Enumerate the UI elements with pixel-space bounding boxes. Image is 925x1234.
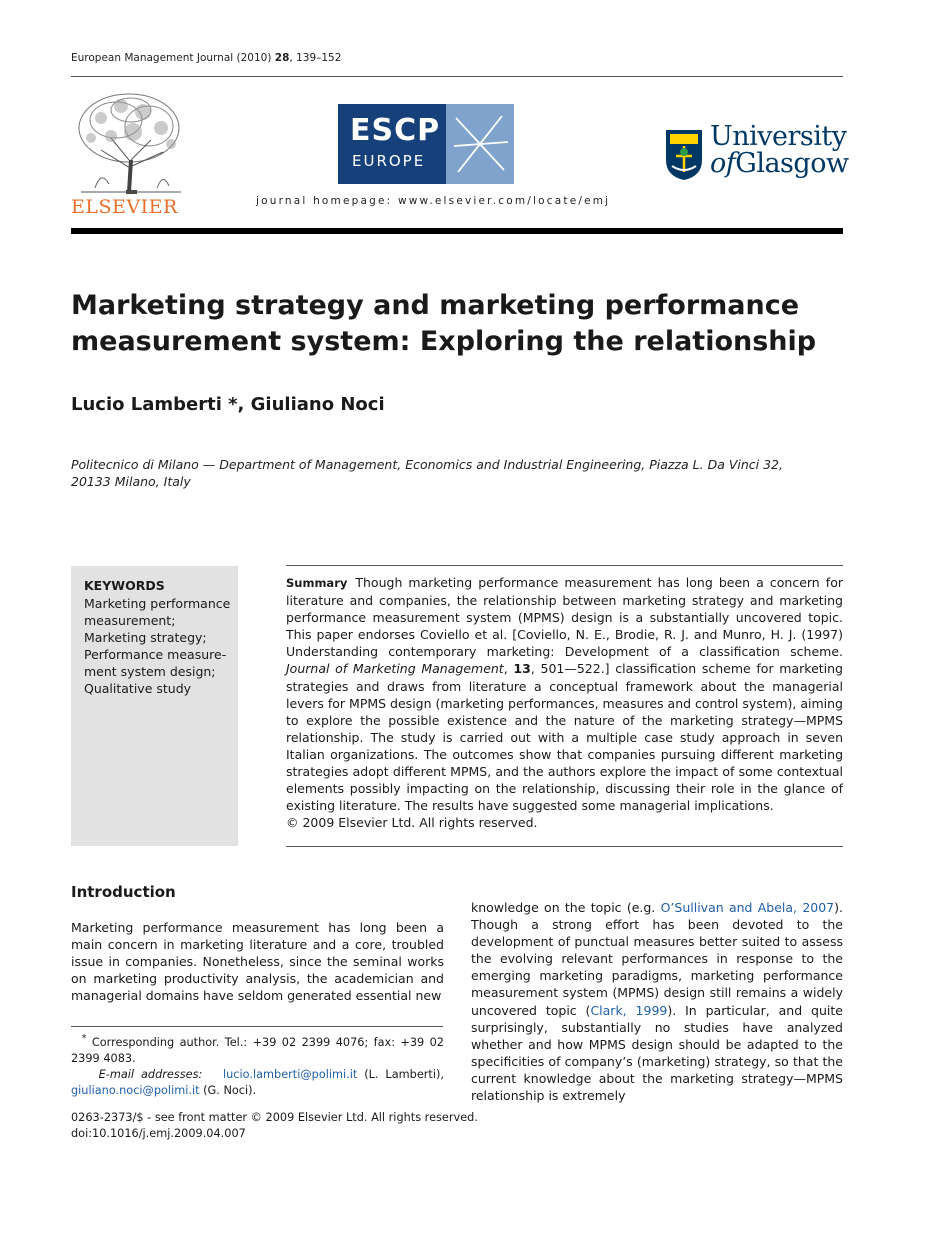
email-owner-lamberti: (L. Lamberti), bbox=[357, 1067, 444, 1081]
footnote-emails bbox=[71, 1067, 444, 1099]
summary-volume: 13 bbox=[513, 661, 531, 677]
keyword-line: Performance measure- bbox=[84, 647, 227, 662]
email-owner-noci: (G. Noci). bbox=[199, 1083, 257, 1097]
summary-text-3: , 501—522.] classification scheme for marketing strategies and draws from literature a conceptual framework about the managerial levers for MPMS design (marketing performances, measures and control system), aiming to explore the possible existence and the nature of the marketing strategy—MPMS relationship. The study is carried out with a multiple case study approach in seven Italian organizations. The outcomes show that companies pursuing different marketing strategies adopt different MPMS, and the authors explore the impact of some contextual elements possibly impacting on the relationship, discussing their role in the glance of existing literature. The results have suggested some managerial implications. bbox=[286, 661, 843, 814]
summary-text-1: Though marketing performance measurement has long been a concern for literature and companies, the relationship between marketing strategy and marketing performance measurement system (MPMS) design is a substantially uncovered topic. This paper endorses Coviello et al. [Coviello, N. E., Brodie, R. J. and Munro, H. J. (1997) Understanding contemporary marketing: Development of a classification scheme. bbox=[286, 575, 843, 660]
footnote-mark: * bbox=[81, 1033, 87, 1044]
article-title bbox=[71, 288, 843, 360]
summary-text-2: , bbox=[503, 661, 514, 677]
journal-homepage: journal homepage: www.elsevier.com/locate/emj bbox=[256, 195, 611, 207]
affiliation-line-1: Politecnico di Milano — Department of Management, Economics and Industrial Engineering, Piazza L. Da Vinci 32, bbox=[71, 457, 783, 472]
header-thick-rule bbox=[71, 228, 843, 234]
journal-year: (2010) bbox=[236, 52, 272, 64]
journal-pages: , 139–152 bbox=[289, 52, 342, 64]
escp-star-icon bbox=[446, 104, 514, 184]
keyword-line: Marketing strategy; bbox=[84, 630, 207, 645]
keyword-line: Qualitative study bbox=[84, 681, 192, 696]
glasgow-wordmark-line2 bbox=[710, 148, 849, 179]
intro-right-text-a: knowledge on the topic (e.g. bbox=[471, 900, 661, 915]
footnote-corresponding bbox=[71, 1031, 444, 1067]
title-line-1: Marketing strategy and marketing performance bbox=[71, 290, 800, 321]
journal-name: European Management Journal bbox=[71, 52, 234, 64]
citation-link-osullivan[interactable]: O’Sullivan and Abela, 2007 bbox=[660, 900, 835, 915]
keywords-heading: KEYWORDS bbox=[84, 578, 165, 593]
affiliation-line-2: 20133 Milano, Italy bbox=[71, 474, 191, 489]
keywords-list bbox=[84, 595, 236, 697]
journal-volume: 28 bbox=[274, 52, 290, 64]
title-line-2: measurement system: Exploring the relationship bbox=[71, 326, 817, 357]
corresponding-author-footnote bbox=[71, 1031, 444, 1099]
footnote-corresponding-text: Corresponding author. Tel.: +39 02 2399 4076; fax: +39 02 2399 4083. bbox=[71, 1035, 444, 1065]
escp-logo-line2: EUROPE bbox=[352, 152, 426, 170]
article-authors: Lucio Lamberti *, Giuliano Noci bbox=[71, 394, 385, 415]
summary-top-rule bbox=[286, 565, 843, 566]
intro-right-column bbox=[471, 899, 843, 1104]
summary-bottom-rule bbox=[286, 846, 843, 847]
header-divider bbox=[71, 76, 843, 77]
keyword-line: measurement; bbox=[84, 613, 176, 628]
doi-line: doi:10.1016/j.emj.2009.04.007 bbox=[71, 1127, 246, 1140]
citation-link-clark[interactable]: Clark, 1999 bbox=[590, 1002, 668, 1018]
email-link-lamberti[interactable]: lucio.lamberti@polimi.it bbox=[223, 1067, 358, 1081]
journal-reference bbox=[71, 52, 341, 64]
escp-europe-logo bbox=[338, 104, 514, 184]
intro-right-text-c: ). In particular, and quite surprisingly, substantially no studies have analyzed whether and how MPMS design should be adapted to the specificities of company’s (marketing) strategy, so that the current knowledge about the marketing strategy—MPMS relationship is extremely bbox=[471, 1002, 843, 1104]
glasgow-name: Glasgow bbox=[735, 148, 849, 179]
introduction-heading: Introduction bbox=[71, 883, 176, 901]
escp-star-panel bbox=[446, 104, 514, 184]
intro-right-text-b: ). Though a strong effort has been devoted to the development of punctual measures better suited to assess the evolving relevant performances in response to the emerging marketing paradigms, marketing performance measurement system (MPMS) design still remains a widely uncovered topic ( bbox=[471, 900, 843, 1018]
escp-logo-line1: ESCP bbox=[350, 113, 441, 148]
summary-label: Summary bbox=[286, 576, 348, 590]
front-matter-info bbox=[71, 1110, 478, 1142]
keyword-line: Marketing performance bbox=[84, 596, 231, 611]
intro-left-column: Marketing performance measurement has long been a main concern in marketing literature and a core, troubled issue in companies. Nonetheless, since the seminal works on marketing productivity analysis, the academician and managerial domains have seldom generated essential new bbox=[71, 920, 444, 1004]
email-label: E-mail addresses: bbox=[98, 1067, 203, 1081]
keyword-line: ment system design; bbox=[84, 664, 216, 679]
summary-journal-name: Journal of Marketing Management bbox=[286, 661, 504, 677]
glasgow-wordmark-line1: University bbox=[710, 121, 847, 152]
glasgow-crest-icon bbox=[664, 126, 704, 182]
footnote-rule bbox=[71, 1026, 443, 1027]
issn-line: 0263-2373/$ - see front matter © 2009 Elsevier Ltd. All rights reserved. bbox=[71, 1111, 478, 1124]
glasgow-of: of bbox=[710, 148, 736, 179]
keywords-box bbox=[71, 566, 238, 846]
abstract-summary bbox=[286, 574, 843, 831]
elsevier-wordmark: ELSEVIER bbox=[71, 196, 178, 218]
author-affiliation bbox=[71, 456, 843, 490]
email-link-noci[interactable]: giuliano.noci@polimi.it bbox=[71, 1083, 200, 1097]
summary-copyright: © 2009 Elsevier Ltd. All rights reserved. bbox=[286, 815, 538, 831]
